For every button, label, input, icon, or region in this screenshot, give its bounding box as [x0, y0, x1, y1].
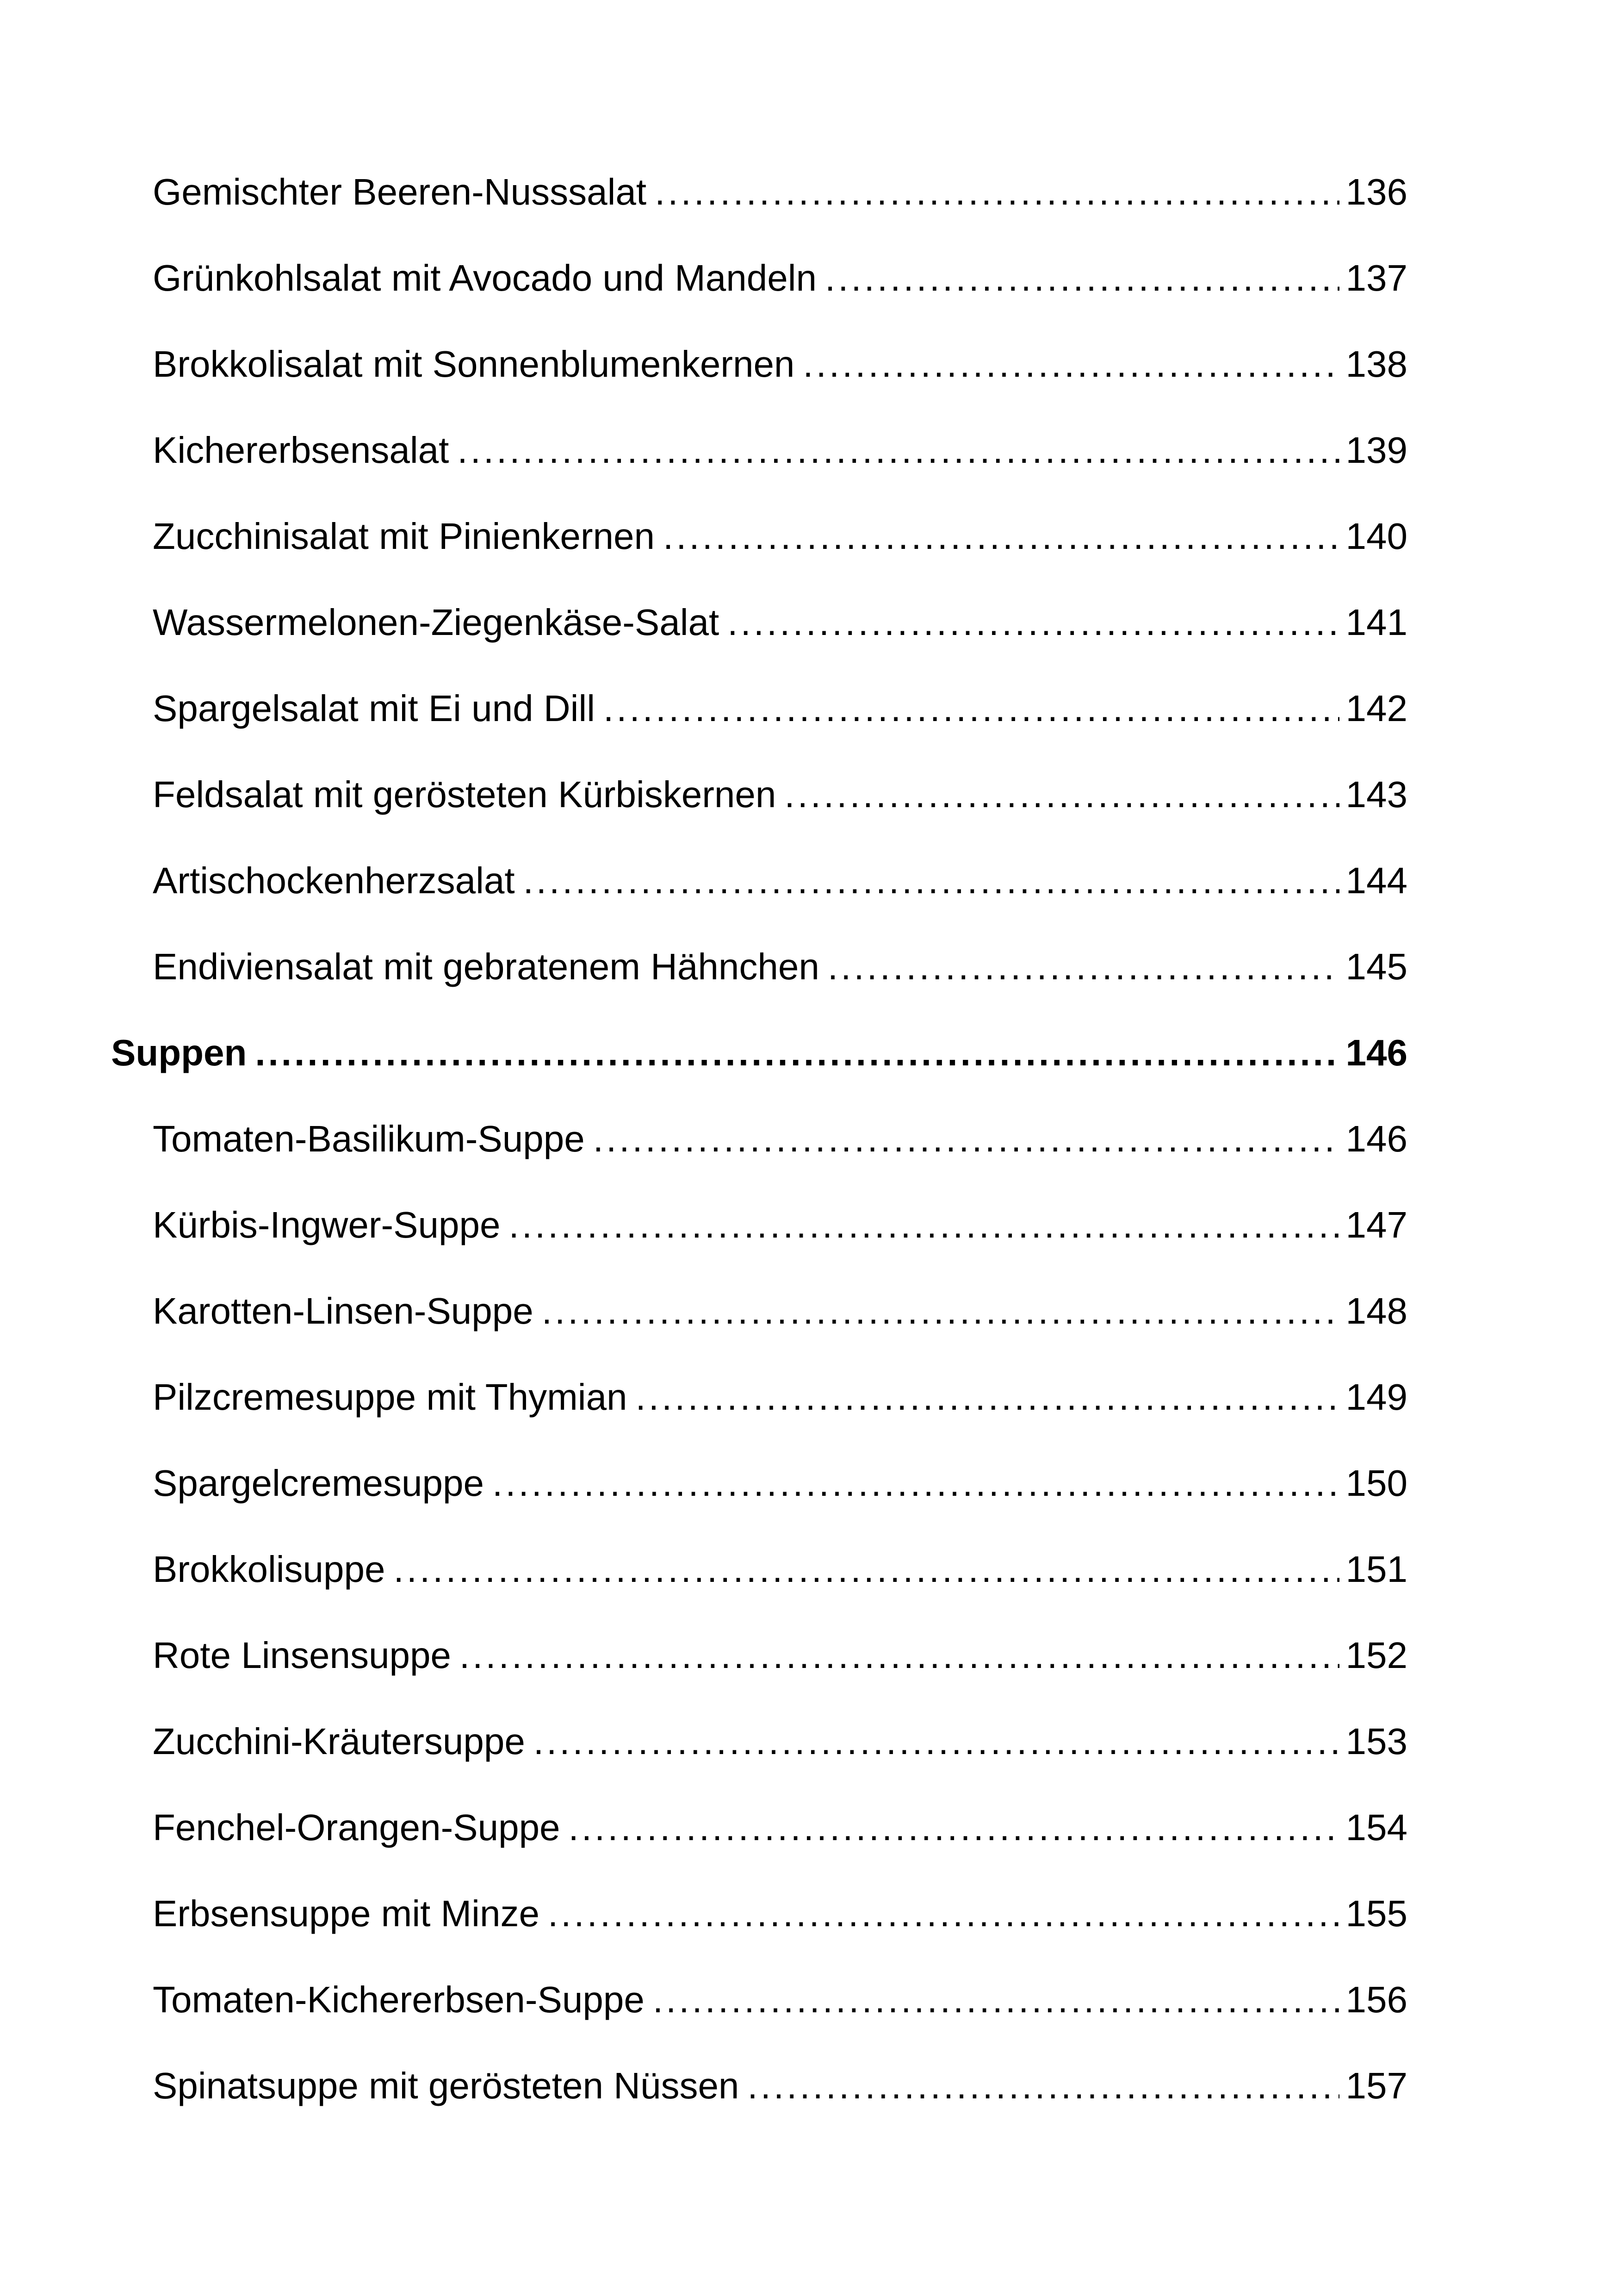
toc-entry-title: Spinatsuppe mit gerösteten Nüssen — [153, 2065, 739, 2106]
dot-leader — [663, 509, 1339, 564]
toc-entry-page-number: 137 — [1345, 257, 1407, 299]
toc-entry[interactable] — [153, 1111, 1407, 1167]
toc-entry-page-number: 140 — [1345, 516, 1407, 557]
toc-entry-page-number: 154 — [1345, 1807, 1407, 1848]
toc-entry-page-number: 142 — [1345, 688, 1407, 729]
dot-leader — [828, 939, 1339, 995]
toc-entry-title: Rote Linsensuppe — [153, 1635, 451, 1676]
toc-entry-page-number: 143 — [1345, 774, 1407, 815]
toc-entry[interactable] — [153, 1628, 1407, 1683]
toc-entry-title: Kichererbsensalat — [153, 429, 449, 471]
dot-leader — [747, 2058, 1339, 2114]
toc-entry-title: Spargelcremesuppe — [153, 1462, 484, 1504]
toc-entry-title: Tomaten-Basilikum-Suppe — [153, 1118, 585, 1159]
dot-leader — [825, 250, 1339, 306]
toc-entry-page-number: 151 — [1345, 1549, 1407, 1590]
toc-entry-title: Brokkolisalat mit Sonnenblumenkernen — [153, 343, 795, 385]
toc-entry-title: Kürbis-Ingwer-Suppe — [153, 1204, 501, 1245]
toc-entry-title: Gemischter Beeren-Nusssalat — [153, 171, 647, 212]
dot-leader — [457, 423, 1339, 478]
toc-entry-page-number: 149 — [1345, 1376, 1407, 1418]
toc-entry-title: Artischockenherzsalat — [153, 860, 515, 901]
dot-leader — [636, 1369, 1339, 1425]
toc-section-page-number: 146 — [1345, 1032, 1407, 1073]
toc-entry-page-number: 155 — [1345, 1893, 1407, 1934]
toc-entry-page-number: 144 — [1345, 860, 1407, 901]
toc-entry-page-number: 150 — [1345, 1462, 1407, 1504]
toc-entry-title: Zucchinisalat mit Pinienkernen — [153, 516, 655, 557]
toc-section-heading[interactable] — [111, 1025, 1407, 1081]
toc-entry[interactable] — [153, 509, 1407, 564]
dot-leader — [542, 1283, 1339, 1339]
toc-entry[interactable] — [153, 336, 1407, 392]
dot-leader — [394, 1542, 1339, 1597]
toc-entry[interactable] — [153, 1542, 1407, 1597]
toc-entry-page-number: 145 — [1345, 946, 1407, 987]
toc-entry-title: Zucchini-Kräutersuppe — [153, 1721, 525, 1762]
toc-entry-page-number: 138 — [1345, 343, 1407, 385]
dot-leader — [727, 595, 1339, 650]
toc-entry-title: Grünkohlsalat mit Avocado und Mandeln — [153, 257, 817, 299]
toc-entry-title: Wassermelonen-Ziegenkäse-Salat — [153, 602, 719, 643]
toc-entry[interactable] — [153, 250, 1407, 306]
toc-entry-title: Tomaten-Kichererbsen-Suppe — [153, 1979, 645, 2020]
dot-leader — [569, 1800, 1339, 1855]
toc-entry[interactable] — [153, 1972, 1407, 2028]
toc-entry-title: Endiviensalat mit gebratenem Hähnchen — [153, 946, 819, 987]
dot-leader — [492, 1456, 1339, 1511]
toc-entry-title: Pilzcremesuppe mit Thymian — [153, 1376, 627, 1418]
dot-leader — [655, 164, 1339, 220]
toc-entry[interactable] — [153, 1197, 1407, 1253]
dot-leader — [784, 767, 1339, 822]
dot-leader — [593, 1111, 1339, 1167]
toc-entry[interactable] — [153, 1714, 1407, 1769]
dot-leader — [533, 1714, 1339, 1769]
toc-entry-page-number: 156 — [1345, 1979, 1407, 2020]
dot-leader — [653, 1972, 1339, 2028]
toc-entry[interactable] — [153, 767, 1407, 822]
toc-entry[interactable] — [153, 595, 1407, 650]
toc-entry[interactable] — [153, 939, 1407, 995]
toc-entry-page-number: 152 — [1345, 1635, 1407, 1676]
dot-leader — [523, 853, 1339, 908]
toc-entry[interactable] — [153, 164, 1407, 220]
toc-section-title: Suppen — [111, 1032, 247, 1073]
dot-leader — [548, 1886, 1339, 1941]
toc-entry[interactable] — [153, 1369, 1407, 1425]
toc-entry-page-number: 147 — [1345, 1204, 1407, 1245]
dot-leader — [603, 681, 1339, 736]
toc-entry[interactable] — [153, 1456, 1407, 1511]
toc-entry-page-number: 153 — [1345, 1721, 1407, 1762]
toc-entry-title: Erbsensuppe mit Minze — [153, 1893, 539, 1934]
dot-leader — [508, 1197, 1339, 1253]
dot-leader — [255, 1025, 1339, 1081]
dot-leader — [459, 1628, 1339, 1683]
toc-entry[interactable] — [153, 1886, 1407, 1941]
toc-entry[interactable] — [153, 423, 1407, 478]
toc-entry[interactable] — [153, 1800, 1407, 1855]
toc-entry-page-number: 157 — [1345, 2065, 1407, 2106]
toc-entry[interactable] — [153, 2058, 1407, 2114]
toc-entry-title: Fenchel-Orangen-Suppe — [153, 1807, 560, 1848]
toc-entry-title: Karotten-Linsen-Suppe — [153, 1290, 533, 1332]
dot-leader — [803, 336, 1339, 392]
toc-entry-title: Feldsalat mit gerösteten Kürbiskernen — [153, 774, 776, 815]
toc-entry[interactable] — [153, 1283, 1407, 1339]
toc-entry-page-number: 148 — [1345, 1290, 1407, 1332]
toc-entry[interactable] — [153, 853, 1407, 908]
toc-entry-page-number: 136 — [1345, 171, 1407, 212]
toc-entry-page-number: 139 — [1345, 429, 1407, 471]
toc-entry[interactable] — [153, 681, 1407, 736]
toc-entry-page-number: 141 — [1345, 602, 1407, 643]
toc-entry-title: Spargelsalat mit Ei und Dill — [153, 688, 595, 729]
toc-entry-title: Brokkolisuppe — [153, 1549, 385, 1590]
toc-entry-page-number: 146 — [1345, 1118, 1407, 1159]
